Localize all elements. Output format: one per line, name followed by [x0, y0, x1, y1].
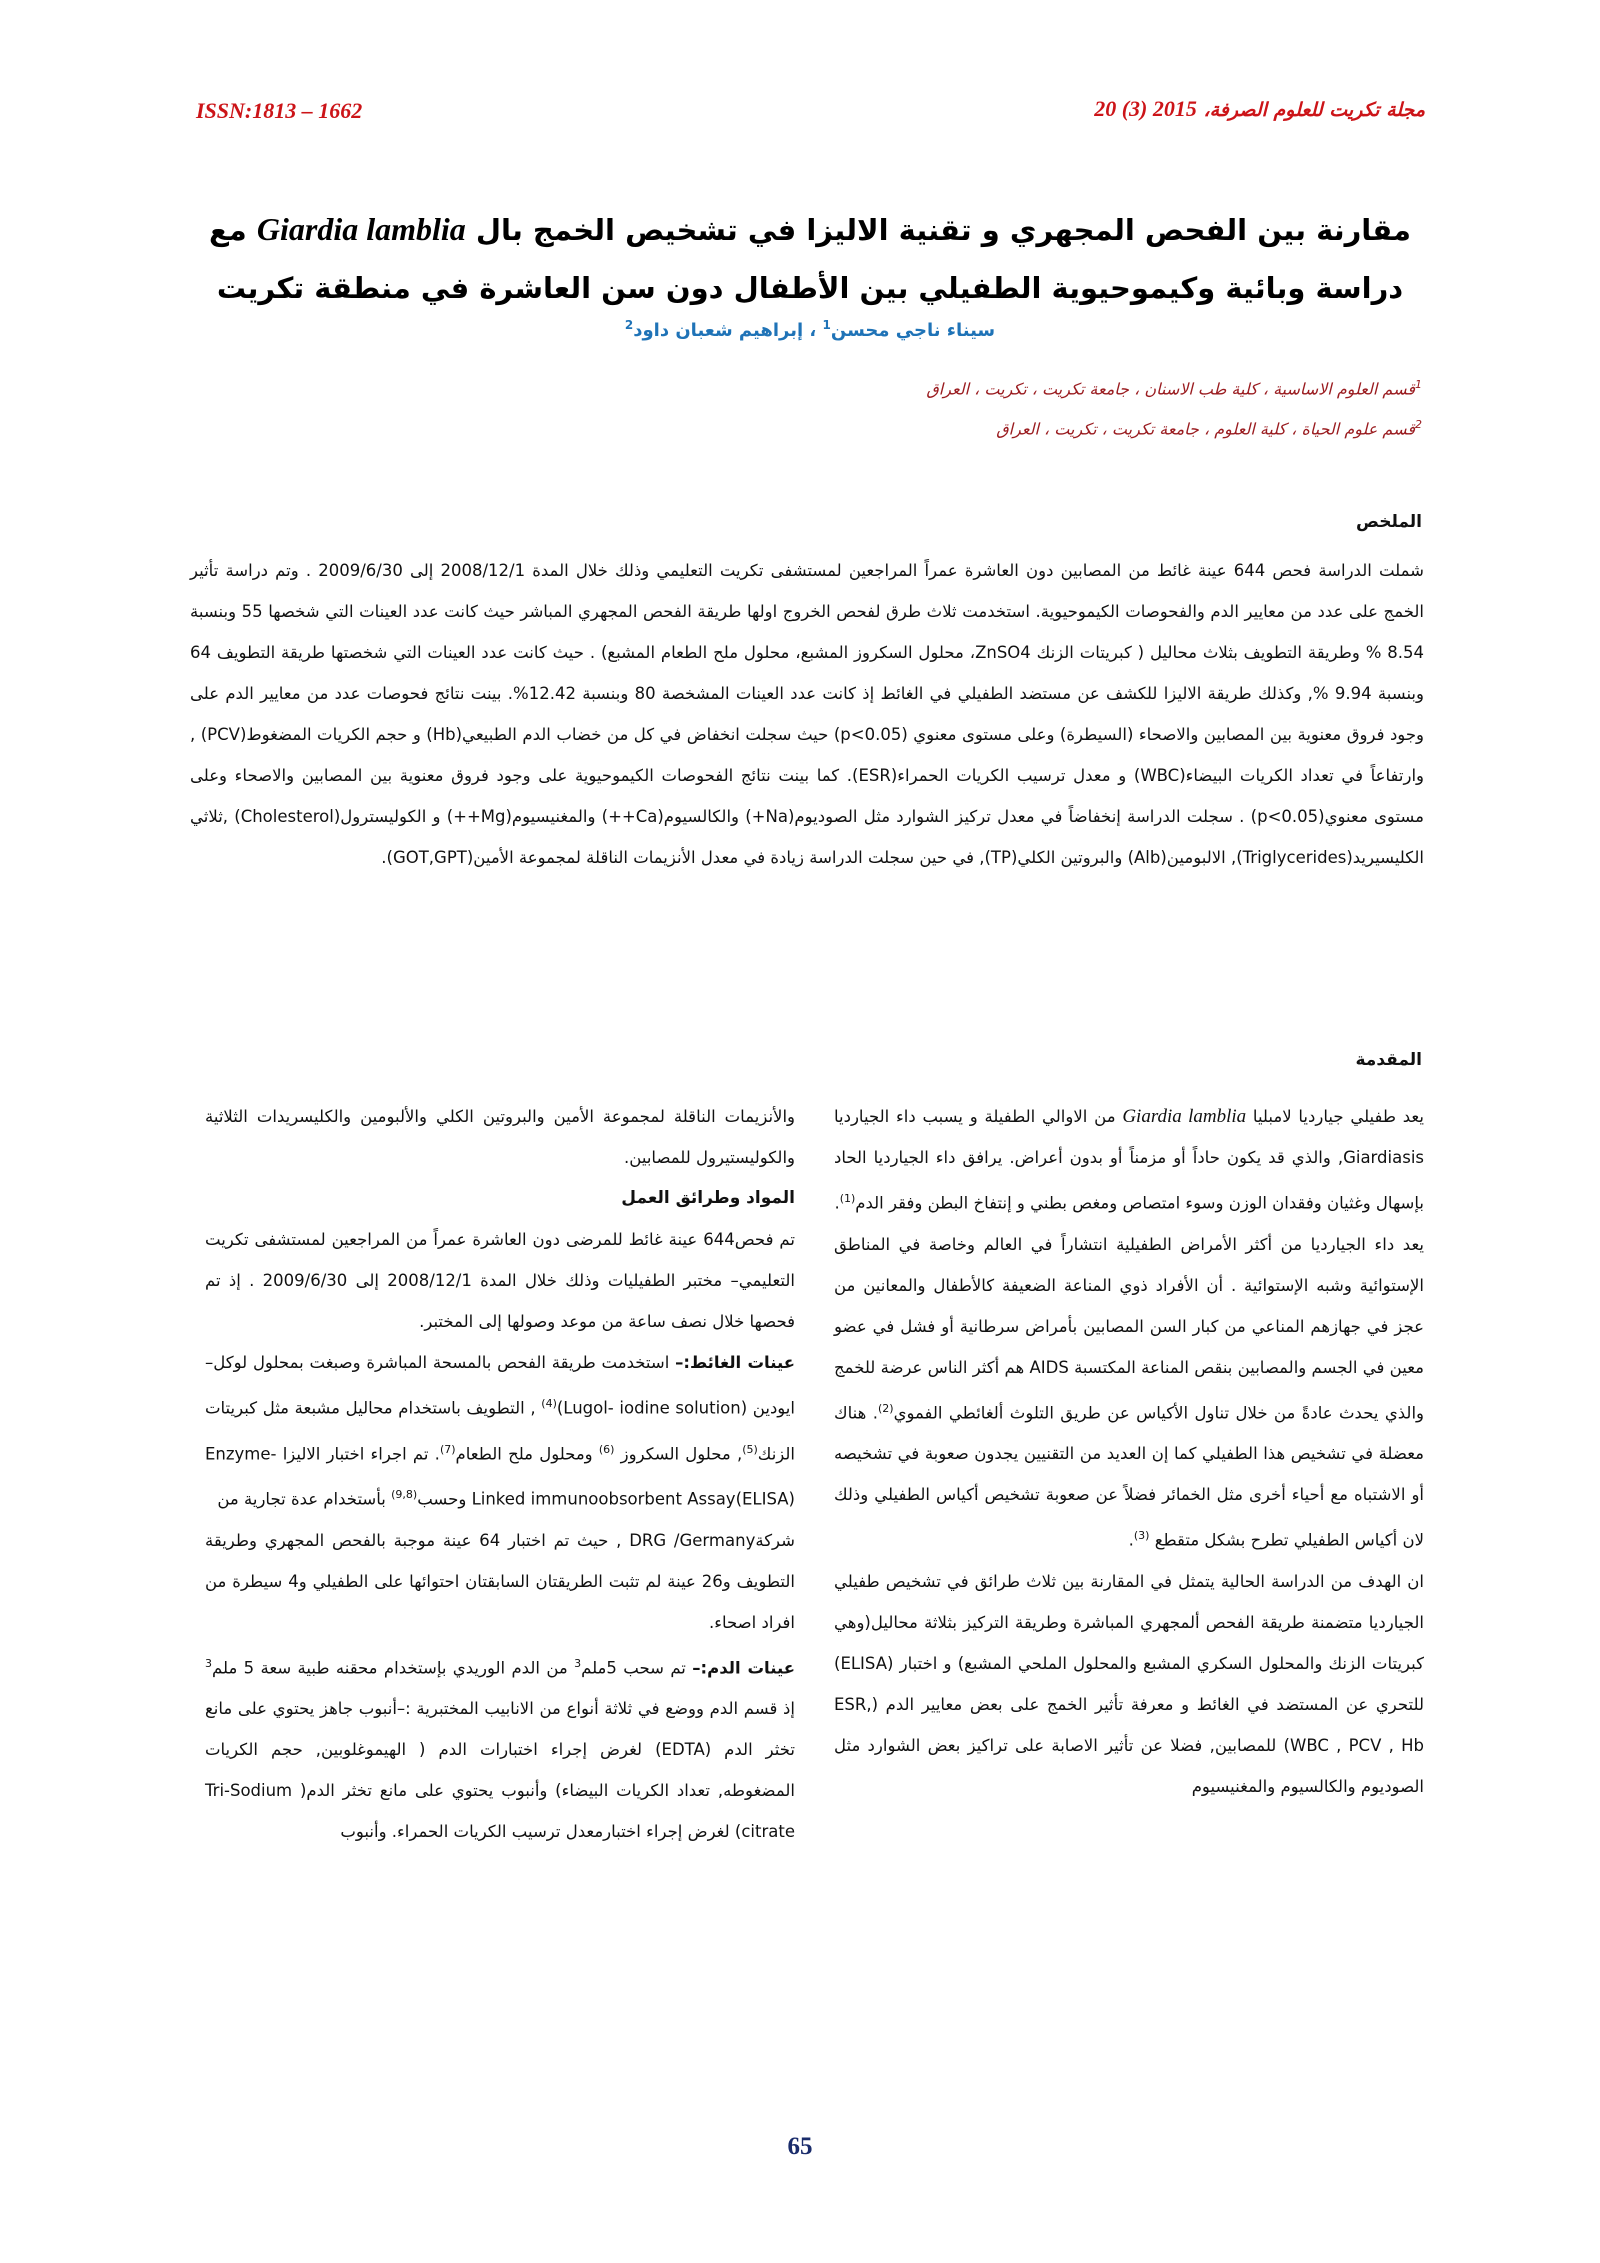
right-column [834, 1096, 1424, 1807]
author-1: سيناء ناجي محسن [830, 320, 996, 341]
intro-paragraph-1: يعد طفيلي جيارديا لامبليا Giardia lamblia من الاوالي الطفيلة و يسبب داء الجيارديا Giardiasis, والذي قد يكون حاداً أو مزمناً أو بدون أعراض. يرافق داء الجيارديا الحاد بإسهال وغثيان وفقدان الوزن وسوء امتصاص ومغص بطني و إنتفاخ البطن وفقر الدم$^{(1)}$. [834, 1106, 1424, 1213]
intro-paragraph-2: يعد داء الجيارديا من أكثر الأمراض الطفيلية انتشاراً في العالم وخاصة في المناطق الإستوائية وشبه الإستوائية . أن الأفراد ذوي المناعة الضعيفة كالأطفال والمعانين من عجز في جهازهم المناعي من كبار السن المصابين بأمراض سرطانية أو فشل في عضو معين في الجسم والمصابين بنقص المناعة المكتسبة AIDS هم أكثر الناس عرضة للخمج والذي يحدث عادةً من خلال تناول الأكياس عن طريق التلوث ألغائطي الفموي$^{(2)}$. هناك معضلة في تشخيص هذا الطفيلي كما إن العديد من التقنيين يجدون صعوبة في تشخيصه أو الاشتباه مع أحياء أخرى مثل الخمائر فضلاً عن صعوبة تشخيص أكياس الطفيلي وذلك لان أكياس الطفيلي تطرح بشكل متقطع $^{(3)}$. [834, 1234, 1425, 1550]
affiliation-1-num: 1 [1415, 378, 1422, 391]
cubic-superscript-2: 3 [205, 1656, 212, 1670]
blood-text-a: تم سحب 5ملم [581, 1658, 693, 1677]
journal-header [1094, 96, 1425, 122]
title-organism: Giardia lamblia [256, 211, 466, 247]
intro-paragraph-3: ان الهدف من الدراسة الحالية يتمثل في المقارنة بين ثلاث طرائق في تشخيص طفيلي الجيارديا متضمنة طريقة الفحص ألمجهري المباشرة وطريقة التركيز بثلاثة محاليل(وهي كبريتات الزنك والمحلول السكري المشبع والمحلول الملحي المشبع) و اختبار (ELISA) للتحري عن المستضد في الغائط و معرفة تأثير الخمج على بعض معايير الدم (ESR, WBC , PCV , Hb) للمصابين, فضلا عن تأثير الاصابة على تراكيز بعض الشوارد مثل الصوديوم والكالسيوم والمغنيسيوم [834, 1571, 1424, 1796]
citation-1: (1) [839, 1192, 856, 1205]
paper-title [190, 200, 1430, 317]
citation-5: (5) [742, 1442, 758, 1456]
citation-6: (6) [598, 1442, 615, 1456]
stool-text-b: , التطويف باستخدام محاليل مشبعة مثل كبريتات الزنك [205, 1398, 796, 1463]
citation-7: (7) [439, 1442, 456, 1456]
citation-2: (2) [877, 1401, 894, 1415]
methods-paragraph-2: شركةDRG /Germany , حيث تم اختبار 64 عينة موجبة بالفحص المجهري وطريقة التطويف و26 عينة لم تثبت الطريقتان السابقتان احتوائها على الطفيلي و4 سيطرة من افراد اصحاء. [205, 1530, 795, 1632]
methods-paragraph-1: تم فحص644 عينة غائط للمرضى دون العاشرة عمراً من المراجعين لمستشفى تكريت التعليمي– مختبر الطفيليات وذلك خلال المدة 2008/12/1 إلى 2009/6/30 . إذ تم فحصها خلال نصف ساعة من موعد وصولها إلى المختبر. [205, 1230, 795, 1331]
intro-p1-organism: Giardia lamblia [1122, 1106, 1247, 1127]
intro-continuation: والأنزيمات الناقلة لمجموعة الأمين والبروتين الكلي والألبومين والكليسريدات الثلاثية والكوليستيرول للمصابين. [205, 1107, 795, 1167]
page-number: 65 [787, 2133, 813, 2160]
stool-text-e: . تم اجراء اختبار الاليزا Enzyme-Linked immunoobsorbent Assay(ELISA) وحسب [205, 1444, 795, 1509]
author-1-affil: 1 [822, 318, 831, 332]
citation-8-9: (9,8) [391, 1488, 418, 1501]
methods-heading: المواد وطرائق العمل [621, 1188, 795, 1208]
affiliation-2-text: قسم علوم الحياة ، كلية العلوم ، جامعة تكريت ، تكريت ، العراق [996, 419, 1415, 439]
blood-samples-paragraph [205, 1643, 795, 1853]
blood-text-b: من الدم الوريدي بإستخدام محقنه طبية سعة 5 ملم [212, 1658, 575, 1677]
author-2: إبراهيم شعبان داود [633, 320, 804, 341]
journal-name: مجلة تكريت للعلوم الصرفة، [1203, 99, 1425, 121]
affiliation-1-text: قسم العلوم الاساسية ، كلية طب الاسنان ، جامعة تكريت ، تكريت ، العراق [926, 379, 1415, 399]
intro-p2-text-b: . هناك معضلة في تشخيص هذا الطفيلي كما إن العديد من التقنيين يجدون صعوبة في تشخيصه أو الاشتباه مع أحياء أخرى مثل الخمائر فضلاً عن صعوبة تشخيص أكياس الطفيلي وذلك لان أكياس الطفيلي تطرح بشكل متقطع [834, 1403, 1424, 1550]
intro-p1-text-b: من الاوالي الطفيلة و يسبب داء الجيارديا Giardiasis, والذي قد يكون حاداً أو مزمناً أو بدون أعراض. يرافق داء الجيارديا الحاد بإسهال وغثيان وفقدان الوزن وسوء امتصاص ومغص بطني و إنتفاخ البطن وفقر الدم [834, 1107, 1424, 1213]
citation-3: (3) [1133, 1529, 1150, 1542]
abstract-body: شملت الدراسة فحص 644 عينة غائط من المصابين دون العاشرة عمراً المراجعين لمستشفى تكريت التعليمي وذلك خلال المدة 2008/12/1 إلى 2009/6/30 . وتم دراسة تأثير الخمج على عدد من معايير الدم والفحوصات الكيموحيوية. استخدمت ثلاث طرق لفحص الخروج اولها طريقة الفحص المجهري المباشر حيث كانت عدد العينات التي شخصها 55 وبنسبة 8.54 % وطريقة التطويف بثلاث محاليل ( كبريتات الزنك ZnSO4، محلول السكروز المشبع، محلول ملح الطعام المشبع) . حيث كانت عدد العينات التي شخصتها طريقة التطويف 64 وبنسبة 9.94 %, وكذلك طريقة الاليزا للكشف عن مستضد الطفيلي في الغائط إذ كانت عدد العينات المشخصة 80 وبنسبة 12.42%. بينت نتائج فحوصات عدد من معايير الدم على وجود فروق معنوية بين المصابين والاصحاء (السيطرة) وعلى مستوى معنوي (p<0.05) حيث سجلت انخفاض في كل من خضاب الدم الطبيعي(Hb) و حجم الكريات المضغوط(PCV) , وارتفاعاً في تعداد الكريات البيضاء(WBC) و معدل ترسيب الكريات الحمراء(ESR). كما بينت نتائج الفحوصات الكيموحيوية على وجود فروق معنوية بين المصابين والاصحاء وعلى مستوى معنوي(p<0.05) . سجلت الدراسة إنخفاضاً في معدل تركيز الشوارد مثل الصوديوم(Na+) والكالسيوم(Ca++) والمغنيسيوم(Mg++) و الكوليسترول(Cholesterol) ,ثلاثي الكليسيريد(Triglycerides), الالبومين(Alb) والبروتين الكلي(TP), في حين سجلت الدراسة زيادة في معدل الأنزيمات الناقلة لمجموعة الأمين(GOT,GPT). [190, 561, 1425, 867]
affiliation-2-num: 2 [1415, 418, 1422, 431]
cubic-superscript: 3 [574, 1656, 582, 1670]
authors [190, 318, 1430, 341]
stool-text-d: ومحلول ملح الطعام [455, 1444, 599, 1463]
blood-text-c: إذ قسم الدم ووضع في ثلاثة أنواع من الانابيب المختبرية :–أنبوب جاهز يحتوي على مانع تخثر الدم (EDTA) لغرض إجراء اختبارات الدم ( الهيموغلوبين, حجم الكريات المضغوطه, تعداد الكريات البيضاء) وأنبوب يحتوي على مانع تخثر الدم( Tri-Sodium citrate) لغرض إجراء اختبارمعدل ترسيب الكريات الحمراء. وأنبوب [205, 1699, 795, 1841]
volume-issue-year: 20 (3) 2015 [1094, 96, 1197, 121]
stool-samples-paragraph [205, 1342, 795, 1520]
left-column [205, 1096, 795, 1852]
abstract-heading: الملخص [1356, 512, 1422, 532]
intro-p2-text-a: يعد داء الجيارديا من أكثر الأمراض الطفيلية انتشاراً في العالم وخاصة في المناطق الإستوائية وشبه الإستوائية . أن الأفراد ذوي المناعة الضعيفة كالأطفال والمعانين من عجز في جهازهم المناعي من كبار السن المصابين بأمراض سرطانية أو فشل في عضو معين في الجسم والمصابين بنقص المناعة المكتسبة AIDS هم أكثر الناس عرضة للخمج والذي يحدث عادةً من خلال تناول الأكياس عن طريق التلوث ألغائطي الفموي [834, 1234, 1425, 1422]
citation-4: (4) [541, 1397, 557, 1410]
stool-text-f: بأستخدام عدة تجارية من [217, 1489, 392, 1509]
blood-samples-lead: عينات الدم:– [692, 1658, 795, 1677]
intro-p1-text-a: يعد طفيلي جيارديا لامبليا [1252, 1107, 1424, 1126]
title-part1: مقارنة بين الفحص المجهري و تقنية الاليزا في تشخيص الخمج بال [475, 213, 1411, 247]
stool-text-a: استخدمت طريقة الفحص بالمسحة المباشرة وصبغت بمحلول لوكل– ايودين (Lugol- iodine solution) [205, 1353, 795, 1418]
stool-text-c: , محلول السكروز [614, 1444, 743, 1463]
author-separator: ، [803, 320, 823, 341]
title-part2: مع دراسة وبائية وكيموحيوية الطفيلي بين الأطفال دون سن العاشرة في منطقة تكريت [209, 213, 1404, 305]
stool-samples-lead: عينات الغائط:– [675, 1353, 795, 1372]
issn-label: ISSN:1813 – 1662 [196, 98, 363, 123]
affiliation-2 [996, 418, 1422, 438]
author-2-affil: 2 [624, 318, 634, 332]
introduction-heading: المقدمة [1355, 1050, 1422, 1070]
affiliation-1 [926, 378, 1422, 398]
